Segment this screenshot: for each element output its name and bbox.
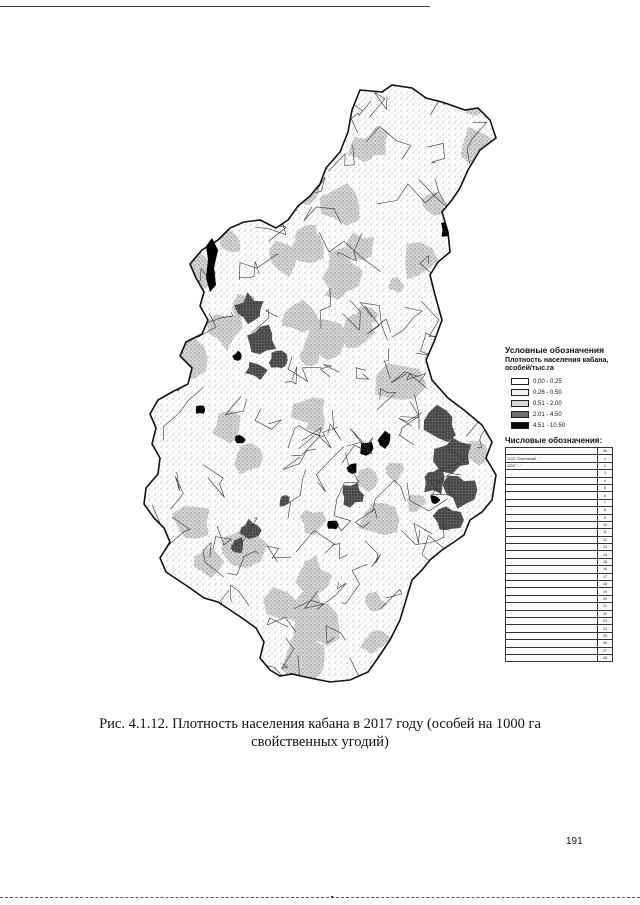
- legend-swatch: [511, 378, 529, 385]
- table-row: [506, 470, 613, 477]
- table-cell-name: [506, 492, 598, 499]
- table-cell-name: [506, 566, 598, 573]
- map-legend: [505, 345, 615, 662]
- table-row: [506, 484, 613, 491]
- legend-swatch: [511, 400, 529, 407]
- table-row: [506, 529, 613, 536]
- scan-mark: [331, 896, 333, 898]
- table-row: [506, 603, 613, 610]
- page-number: 191: [566, 836, 583, 847]
- table-cell-num: 24: [598, 625, 613, 632]
- table-cell-name: [506, 625, 598, 632]
- table-cell-num: 1: [598, 455, 613, 462]
- table-cell-num: 21: [598, 603, 613, 610]
- caption-line-1: Рис. 4.1.12. Плотность населения кабана в 2017 году (особей на 1000 га: [99, 716, 541, 732]
- table-row: [506, 514, 613, 521]
- table-cell-num: 6: [598, 492, 613, 499]
- table-row: [506, 581, 613, 588]
- legend-class-label: 4.51 - 10.50: [533, 422, 566, 429]
- figure-caption: [95, 715, 545, 751]
- table-cell-num: 12: [598, 536, 613, 543]
- caption-line-2: свойственных угодий): [251, 734, 389, 750]
- legend-class-label: 2.01 - 4.50: [533, 411, 562, 418]
- table-row: [506, 566, 613, 573]
- table-cell-name: [506, 514, 598, 521]
- table-row: [506, 455, 613, 462]
- table-row: [506, 507, 613, 514]
- table-row: [506, 625, 613, 632]
- legend-subtitle: Плотность населения кабана, особей/тыс.га: [505, 357, 609, 372]
- table-row: [506, 521, 613, 528]
- table-cell-name: [506, 654, 598, 661]
- table-row: [506, 595, 613, 602]
- table-cell-num: 9: [598, 514, 613, 521]
- table-cell-name: [506, 529, 598, 536]
- legend-numbers-title: Числовые обозначения:: [505, 436, 603, 445]
- table-cell-num: 5: [598, 484, 613, 491]
- table-cell-name: [506, 484, 598, 491]
- table-cell-num: 8: [598, 507, 613, 514]
- numbers-table-header-name: [506, 448, 598, 455]
- table-cell-num: 19: [598, 588, 613, 595]
- table-cell-num: 16: [598, 566, 613, 573]
- legend-swatch: [511, 411, 529, 418]
- numbers-table-header-num: №: [598, 448, 613, 455]
- legend-title: Условные обозначения: [505, 345, 605, 355]
- table-cell-name: [506, 617, 598, 624]
- table-cell-name: [506, 499, 598, 506]
- table-cell-num: 7: [598, 499, 613, 506]
- table-cell-num: 15: [598, 558, 613, 565]
- table-row: [506, 573, 613, 580]
- legend-class-5: [511, 420, 615, 431]
- legend-class-3: [511, 398, 615, 409]
- table-cell-name: [506, 470, 598, 477]
- table-cell-name: [506, 536, 598, 543]
- table-cell-name: [506, 573, 598, 580]
- table-row: [506, 499, 613, 506]
- table-cell-num: 14: [598, 551, 613, 558]
- table-row: [506, 640, 613, 647]
- table-cell-name: [506, 581, 598, 588]
- legend-classes: [505, 376, 615, 431]
- numbers-table: [505, 447, 613, 662]
- table-row: [506, 477, 613, 484]
- table-cell-name: [506, 640, 598, 647]
- table-cell-name: [506, 507, 598, 514]
- legend-class-label: 0.26 - 0.50: [533, 389, 562, 396]
- table-cell-num: 23: [598, 617, 613, 624]
- table-cell-name: [506, 610, 598, 617]
- table-row: [506, 632, 613, 639]
- table-cell-name: [506, 595, 598, 602]
- table-cell-num: 11: [598, 529, 613, 536]
- table-cell-name: [506, 603, 598, 610]
- numbers-table-header: [506, 448, 613, 455]
- table-cell-num: 13: [598, 544, 613, 551]
- table-cell-name: [506, 544, 598, 551]
- table-cell-num: 27: [598, 647, 613, 654]
- table-row: [506, 492, 613, 499]
- legend-class-label: 0.51 - 2.00: [533, 400, 562, 407]
- legend-class-label: 0.00 - 0.25: [533, 378, 562, 385]
- table-cell-num: 17: [598, 573, 613, 580]
- legend-class-1: [511, 376, 615, 387]
- bottom-rule: [0, 897, 640, 898]
- table-row: [506, 544, 613, 551]
- table-cell-num: 3: [598, 470, 613, 477]
- table-cell-name: ООО "...": [506, 462, 598, 469]
- top-rule: [0, 6, 430, 7]
- legend-swatch: [511, 389, 529, 396]
- table-cell-name: [506, 647, 598, 654]
- table-cell-num: 22: [598, 610, 613, 617]
- table-cell-num: 18: [598, 581, 613, 588]
- table-cell-name: [506, 588, 598, 595]
- legend-swatch: [511, 422, 529, 429]
- table-cell-name: [506, 477, 598, 484]
- table-cell-num: 2: [598, 462, 613, 469]
- table-cell-num: 26: [598, 640, 613, 647]
- table-row: [506, 610, 613, 617]
- table-row: [506, 654, 613, 661]
- table-cell-name: [506, 558, 598, 565]
- table-row: [506, 558, 613, 565]
- table-row: [506, 617, 613, 624]
- table-cell-num: 25: [598, 632, 613, 639]
- table-cell-num: 20: [598, 595, 613, 602]
- table-cell-name: ООО "Охотничий ...": [506, 455, 598, 462]
- legend-class-4: [511, 409, 615, 420]
- table-row: [506, 551, 613, 558]
- table-cell-name: [506, 632, 598, 639]
- legend-class-2: [511, 387, 615, 398]
- table-cell-name: [506, 521, 598, 528]
- table-cell-name: [506, 551, 598, 558]
- table-row: [506, 462, 613, 469]
- table-row: [506, 588, 613, 595]
- table-cell-num: 4: [598, 477, 613, 484]
- table-row: [506, 536, 613, 543]
- table-row: [506, 647, 613, 654]
- density-map: [130, 80, 500, 695]
- table-cell-num: 28: [598, 654, 613, 661]
- table-cell-num: 10: [598, 521, 613, 528]
